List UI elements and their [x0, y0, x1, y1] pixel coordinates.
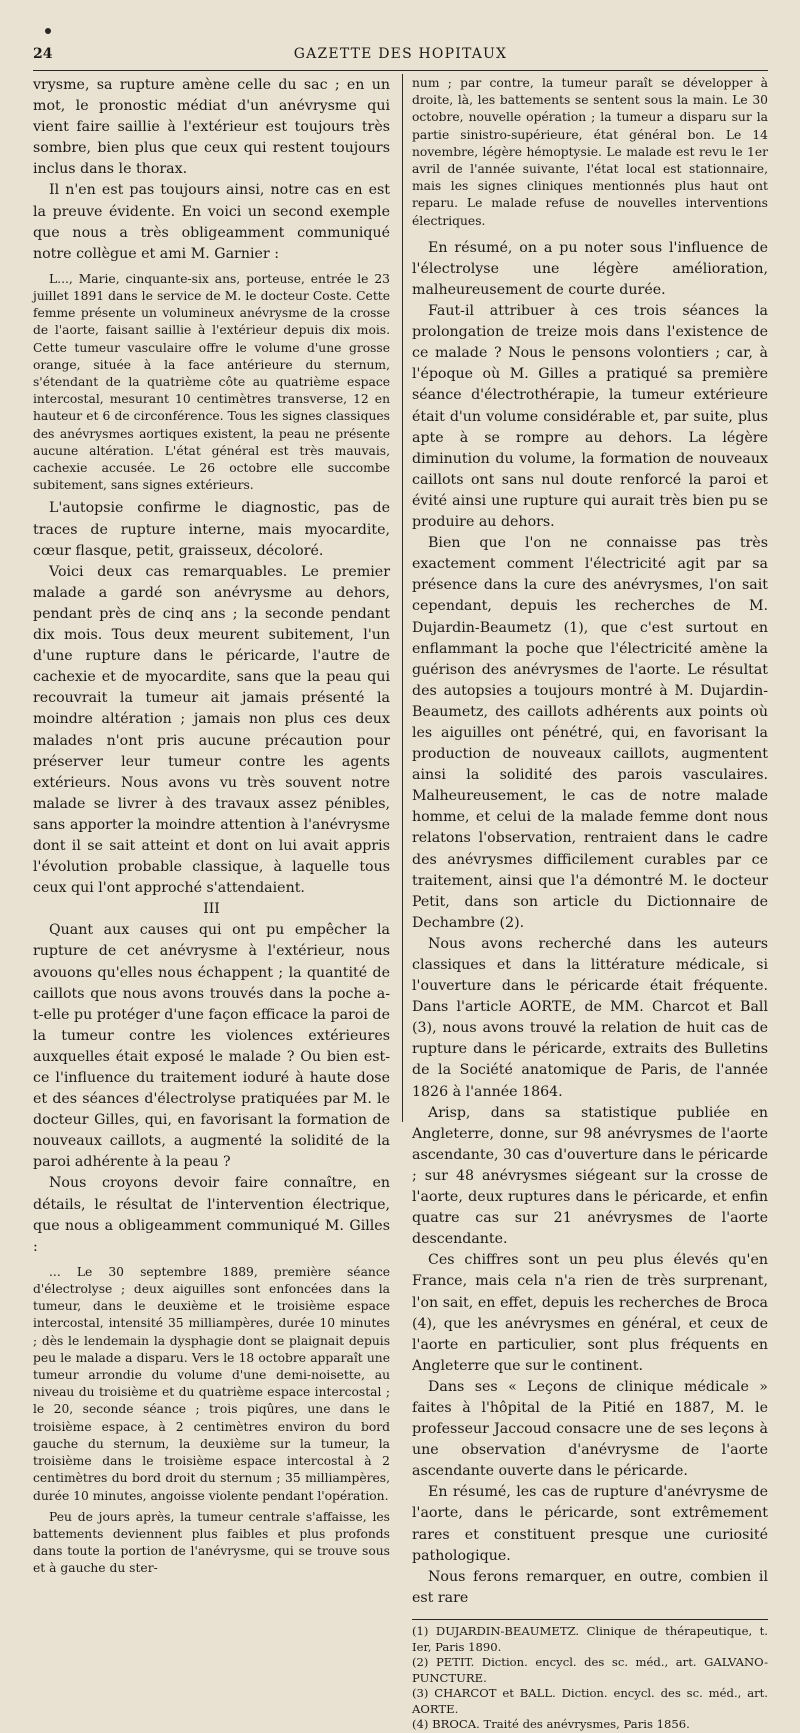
- case-observation: num ; par contre, la tumeur paraît se développer à droite, là, les battements se sentent sous la main. Le 30 octobre, nouvelle opération ; la tumeur a disparu sur la partie sinistro-supérieure, état général bon. Le 14 novembre, légère hémoptysie. Le malade est revu le 1er avril de l'année suivante, l'état local est stationnaire, mais les signes cliniques mentionnés plus haut ont reparu. Le malade refuse de nouvelles interventions électriques.: [412, 76, 768, 228]
- right-column: [412, 75, 768, 1733]
- paragraph: Nous ferons remarquer, en outre, combien il est rare: [412, 1568, 768, 1606]
- paragraph: vrysme, sa rupture amène celle du sac ; en un mot, le pronostic médiat d'un anévrysme qui vient faire saillie à l'extérieur est toujours très sombre, bien plus que ceux qui restent toujours inclus dans le thorax.: [33, 77, 390, 178]
- page-number: 24: [33, 46, 53, 62]
- case-observation: L..., Marie, cinquante-six ans, porteuse, entrée le 23 juillet 1891 dans le service de M. le docteur Coste. Cette femme présente un volumineux anévrysme de la crosse de l'aorte, faisant saillie à l'extérieur depuis dix mois. Cette tumeur vasculaire offre le volume d'une grosse orange, située à la face antérieure du sternum, s'étendant de la quatrième côte au quatrième espace intercostal, mesurant 10 centimètres transverse, 12 en hauteur et 6 de circonférence. Tous les signes classiques des anévrysmes aortiques existent, la peau ne présente aucune altération. L'état général est très mauvais, cachexie accusée. Le 26 octobre elle succombe subitement, sans signes extérieurs.: [33, 271, 390, 493]
- footnote: (1) DUJARDIN-BEAUMETZ. Clinique de thérapeutique, t. Ier, Paris 1890.: [412, 1623, 768, 1654]
- footnote-rule: [412, 1619, 768, 1620]
- paragraph: L'autopsie confirme le diagnostic, pas de traces de rupture interne, mais myocardite, cœur flasque, petit, graisseux, décoloré.: [33, 500, 390, 559]
- footnote: (4) BROCA. Traité des anévrysmes, Paris 1856.: [412, 1717, 690, 1732]
- paragraph: En résumé, les cas de rupture d'anévrysme de l'aorte, dans le péricarde, sont extrêmement rares et constituent presque une curiosité pathologique.: [412, 1484, 768, 1564]
- page-header: [33, 46, 768, 68]
- paragraph: Nous avons recherché dans les auteurs classiques et dans la littérature médicale, si l'ouverture dans le péricarde était fréquente. Dans l'article AORTE, de MM. Charcot et Ball (3), nous avons trouvé la relation de huit cas de rupture dans le péricarde, extraits des Bulletins de la Société anatomique de Paris, de l'année 1826 à l'année 1864.: [412, 935, 768, 1100]
- paragraph: Nous croyons devoir faire connaître, en détails, le résultat de l'intervention électrique, que nous a obligeamment communiqué M. Gilles :: [33, 1175, 390, 1255]
- paragraph: Voici deux cas remarquables. Le premier malade a gardé son anévrysme au dehors, pendant près de cinq ans ; la seconde pendant dix mois. Tous deux meurent subitement, l'un d'une rupture dans le péricarde, l'autre de cachexie et de myocardite, sans que la peau qui recouvrait la tumeur ait jamais présenté la moindre altération ; jamais non plus ces deux malades n'ont pris aucune précaution pour préserver leur tumeur contre les agents extérieurs. Nous avons vu très souvent notre malade se livrer à des travaux assez pénibles, sans apporter la moindre attention à l'anévrysme dont il se sait atteint et dont on lui avait appris l'évolution probable classique, à laquelle tous ceux qui l'ont approché s'attendaient.: [33, 563, 390, 897]
- case-observation: Peu de jours après, la tumeur centrale s'affaisse, les battements deviennent plus faibles et plus profonds dans toute la portion de l'anévrysme, qui se trouve sous et à gauche du ster-: [33, 1509, 390, 1576]
- column-divider: [402, 74, 403, 1122]
- paragraph: Quant aux causes qui ont pu empêcher la rupture de cet anévrysme à l'extérieur, nous avouons qu'elles nous échappent ; la quantité de caillots que nous avons trouvés dans la poche a-t-elle pu protéger d'une façon efficace la paroi de la tumeur contre les violences extérieures auxquelles était exposé le malade ? Ou bien est-ce l'influence du traitement ioduré à haute dose et des séances d'électrolyse pratiquées par M. le docteur Gilles, qui, en favorisant la formation de nouveaux caillots, a augmenté la solidité de la paroi adhérente à la peau ?: [33, 922, 390, 1171]
- paragraph: Arisp, dans sa statistique publiée en Angleterre, donne, sur 98 anévrysmes de l'aorte ascendante, 30 cas d'ouverture dans le péricarde ; sur 48 anévrysmes siégeant sur la crosse de l'aorte, deux ruptures dans le péricarde, et enfin quatre cas sur 21 anévrysmes de l'aorte descendante.: [412, 1104, 768, 1248]
- footnote: (3) CHARCOT et BALL. Diction. encycl. des sc. méd., art. AORTE.: [412, 1686, 768, 1716]
- paragraph: Bien que l'on ne connaisse pas très exactement comment l'électricité agit par sa présence dans la cure des anévrysmes, l'on sait cependant, depuis les recherches de M. Dujardin-Beaumetz (1), que c'est surtout en enflammant la poche que l'électricité amène la guérison des anévrysmes de l'aorte. Le résultat des autopsies a toujours montré à M. Dujardin-Beaumetz, des caillots adhérents aux points où les aiguilles ont pénétré, qui, en favorisant la production de nouveaux caillots, augmentent ainsi la solidité des parois vasculaires. Malheureusement, le cas de notre malade homme, et celui de la malade femme dont nous relatons l'observation, rentraient dans le cadre des anévrysmes difficilement curables par ce traitement, ainsi que l'a démontré M. le docteur Petit, dans son article du Dictionnaire de Dechambre (2).: [412, 535, 768, 931]
- left-column: [33, 75, 390, 1578]
- paragraph: Faut-il attribuer à ces trois séances la prolongation de treize mois dans l'existence de ce malade ? Nous le pensons volontiers ; car, à l'époque où M. Gilles a pratiqué sa première séance d'électrothérapie, la tumeur extérieure était d'un volume considérable et, par suite, plus apte à se rompre au dehors. La légère diminution du volume, la formation de nouveaux caillots ont sans nul doute renforcé la paroi et évité ainsi une rupture qui aurait très bien pu se produire au dehors.: [412, 303, 768, 531]
- header-rule: [33, 70, 768, 71]
- section-heading: III: [203, 901, 220, 918]
- paragraph: Il n'en est pas toujours ainsi, notre cas en est la preuve évidente. En voici un second exemple que nous a très obligeamment communiqué notre collègue et ami M. Garnier :: [33, 182, 390, 262]
- running-title: GAZETTE DES HOPITAUX: [293, 46, 508, 62]
- footnote: (2) PETIT. Diction. encycl. des sc. méd., art. GALVANO-PUNCTURE.: [412, 1655, 768, 1685]
- paragraph: Ces chiffres sont un peu plus élevés qu'en France, mais cela n'a rien de très surprenant, l'on sait, en effet, depuis les recherches de Broca (4), que les anévrysmes en général, et ceux de l'aorte en particulier, sont plus fréquents en Angleterre que sur le continent.: [412, 1252, 768, 1374]
- paragraph: En résumé, on a pu noter sous l'influence de l'électrolyse une légère amélioration, malheureusement de courte durée.: [412, 239, 768, 299]
- case-observation: ... Le 30 septembre 1889, première séance d'électrolyse ; deux aiguilles sont enfoncées dans la tumeur, dans le deuxième et le troisième espace intercostal, intensité 35 milliampères, durée 10 minutes ; dès le lendemain la dysphagie dont se plaignait depuis peu le malade a disparu. Vers le 18 octobre apparaît une tumeur arrondie du volume d'une demi-noisette, au niveau du troisième et du quatrième espace intercostal ; le 20, seconde séance ; trois piqûres, une dans le troisième espace, à 2 centimètres environ du bord gauche du sternum, la deuxième sur la tumeur, la troisième dans le troisième espace intercostal à 2 centimètres du bord droit du sternum ; 35 milliampères, durée 10 minutes, angoisse violente pendant l'opération.: [33, 1264, 390, 1503]
- ink-dot: [45, 28, 51, 34]
- paragraph: Dans ses « Leçons de clinique médicale » faites à l'hôpital de la Pitié en 1887, M. le professeur Jaccoud consacre une de ses leçons à une observation d'anévrysme de l'aorte ascendante ouverte dans le péricarde.: [412, 1378, 768, 1480]
